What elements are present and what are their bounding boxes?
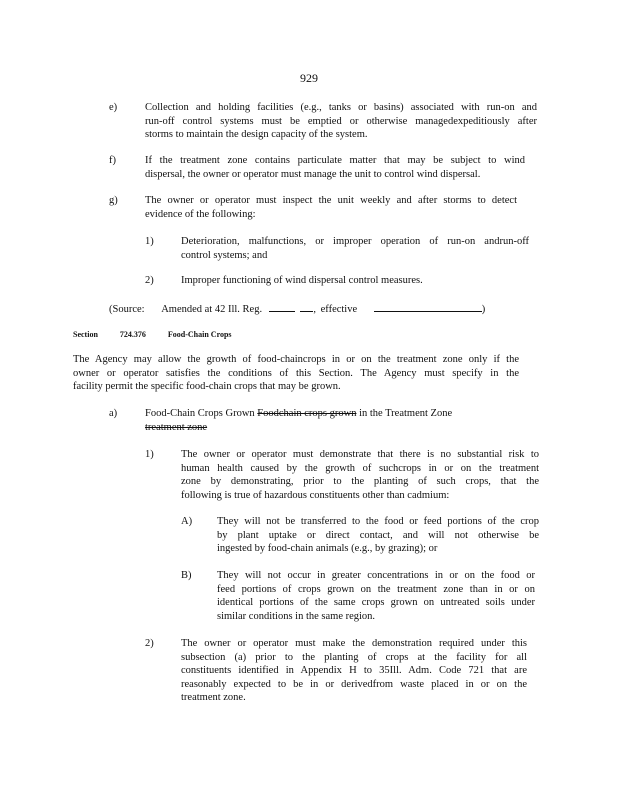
section-number: 724.376 <box>119 330 146 339</box>
text-line: evidence of the following: <box>145 208 256 220</box>
item-g2-label: 2) <box>145 275 154 286</box>
text-line: similar conditions in the same region. <box>217 610 376 622</box>
item-a1A-label: A) <box>181 516 193 527</box>
text-line: storms to maintain the design capacity of the system. <box>145 129 368 140</box>
text-line: following is true of hazardous constituents other than cadmium: <box>181 489 450 501</box>
text-line: facility permit the specific food-chain crops that may be grown. <box>73 381 341 392</box>
text-line: The owner or operator must demonstrate that there is no substantial risk to <box>181 449 539 460</box>
text-line: They will not occur in greater concentrations in or on the food or <box>217 570 535 581</box>
text-line: feed portions of crops grown on the treatment zone than in or on <box>217 583 535 595</box>
text-line: Deterioration, malfunctions, or improper operation of run-on andrun-off <box>181 236 529 247</box>
item-a-heading <box>145 407 525 434</box>
item-g-text <box>145 194 517 221</box>
item-a1-label: 1) <box>145 449 154 460</box>
text-line: identical portions of the same crops grown on untreated soils under <box>217 597 535 608</box>
source-prefix: (Source: <box>109 304 145 315</box>
heading-deleted: Foodchain crops grown <box>257 408 357 419</box>
heading-deleted: treatment zone <box>145 421 208 433</box>
item-g1-text <box>181 235 529 262</box>
item-g1-label: 1) <box>145 236 154 247</box>
item-a1A-text <box>217 515 539 556</box>
source-comma: , <box>313 304 316 315</box>
heading-plain: in the Treatment Zone <box>359 408 453 419</box>
section-intro <box>73 353 519 394</box>
section-title: Food-Chain Crops <box>167 330 232 339</box>
text-line: They will not be transferred to the food or feed portions of the crop <box>217 516 539 527</box>
text-line: dispersal, the owner or operator must manage the unit to control wind dispersal. <box>145 168 481 180</box>
register-volume-blank <box>269 301 295 312</box>
item-e-label: e) <box>109 102 118 113</box>
text-line: The Agency may allow the growth of food-chaincrops in or on the treatment zone only if the <box>73 354 519 365</box>
text-line: Collection and holding facilities (e.g., tanks or basins) associated with run-on and <box>145 102 537 113</box>
source-note <box>109 301 485 317</box>
item-a1-text <box>181 448 539 502</box>
item-a2-text <box>181 637 527 705</box>
item-e-text <box>145 101 537 142</box>
section-label: Section <box>73 330 98 339</box>
text-line: owner or operator satisfies the conditions of this Section. The Agency must specify in the <box>73 367 519 379</box>
heading-plain: Food-Chain Crops Grown <box>145 408 255 419</box>
item-a2-label: 2) <box>145 638 154 649</box>
text-line: reasonably expected to be in or derivedfrom waste placed in or on the <box>181 678 527 690</box>
text-line: human health caused by the growth of suchcrops in or on the treatment <box>181 462 539 474</box>
item-f-label: f) <box>109 155 116 166</box>
text-line: by plant uptake or direct contact, and will not otherwise be <box>217 529 539 541</box>
section-heading <box>73 328 232 342</box>
text-line: ingested by food-chain animals (e.g., by grazing); or <box>217 543 438 554</box>
text-line: The owner or operator must make the demonstration required under this <box>181 638 527 649</box>
text-line: control systems; and <box>181 249 268 261</box>
item-a1B-label: B) <box>181 570 192 581</box>
text-line: zone by demonstrating, prior to the planting of such crops, that the <box>181 476 539 487</box>
text-line: constituents identified in Appendix H to 35Ill. Adm. Code 721 that are <box>181 665 527 676</box>
text-line: Improper functioning of wind dispersal control measures. <box>181 275 423 286</box>
source-text: Amended at 42 Ill. Reg. <box>161 304 263 315</box>
item-a-label: a) <box>109 408 118 419</box>
text-line: run-off control systems must be emptied or otherwise managedexpeditiously after <box>145 115 537 127</box>
item-g2-text <box>181 274 451 288</box>
register-page-blank <box>300 301 313 312</box>
page-number: 929 <box>300 71 318 85</box>
item-f-text <box>145 154 525 181</box>
text-line: If the treatment zone contains particulate matter that may be subject to wind <box>145 155 525 166</box>
effective-date-blank <box>374 301 482 312</box>
source-close: ) <box>481 304 486 315</box>
text-line: The owner or operator must inspect the unit weekly and after storms to detect <box>145 195 517 206</box>
text-line: treatment zone. <box>181 692 246 703</box>
item-a1B-text <box>217 569 535 623</box>
source-effective: effective <box>320 304 358 315</box>
text-line: subsection (a) prior to the planting of crops at the facility for all <box>181 651 527 663</box>
item-g-label: g) <box>109 195 118 206</box>
